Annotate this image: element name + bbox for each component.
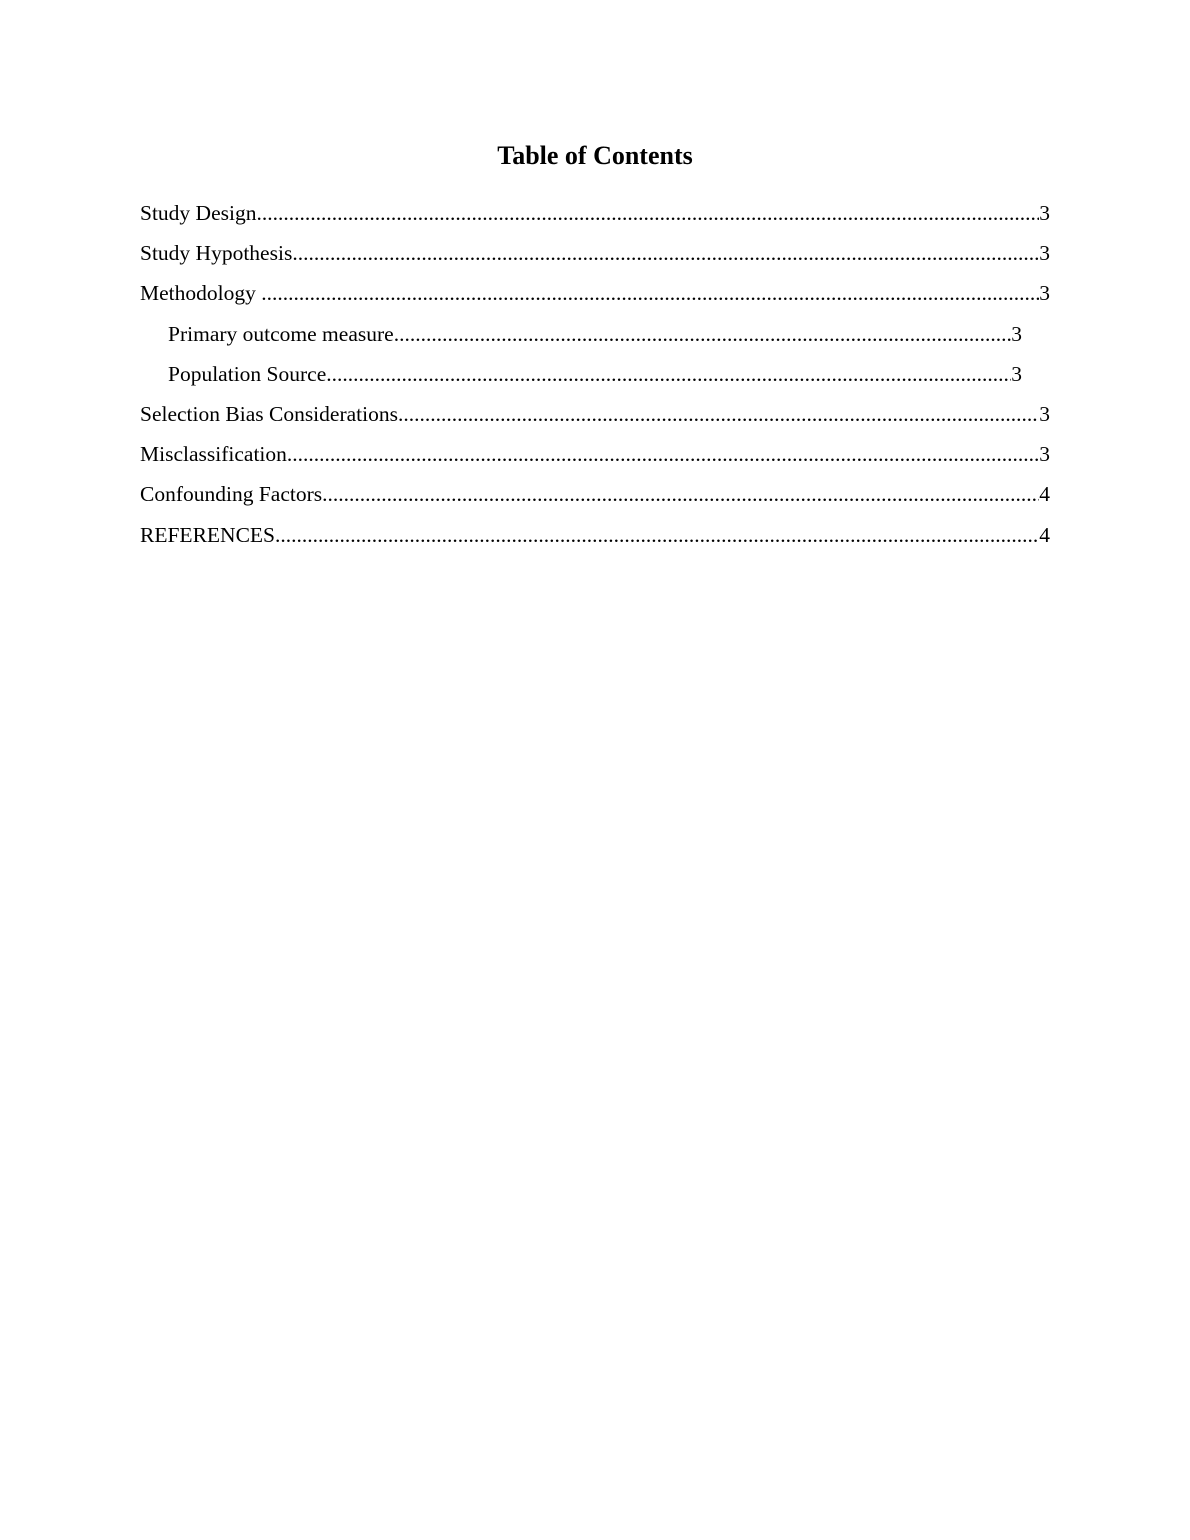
toc-entry-study-design[interactable] <box>140 198 1050 238</box>
toc-dot-leader <box>398 399 1039 429</box>
toc-entry-label: Study Hypothesis <box>140 241 293 266</box>
toc-entry-label: Selection Bias Considerations <box>140 401 398 426</box>
toc-dot-leader <box>292 238 1039 268</box>
toc-entry-label: REFERENCES <box>140 522 275 547</box>
toc-page-number: 3 <box>1039 401 1050 426</box>
toc-entry-label: Primary outcome measure <box>168 321 394 346</box>
toc-entry-label: Misclassification <box>140 442 287 467</box>
toc-entry-population-source[interactable] <box>168 359 1022 399</box>
toc-entry-methodology[interactable] <box>140 278 1050 318</box>
toc-entry-references[interactable] <box>140 520 1050 560</box>
toc-page-number: 4 <box>1039 482 1050 507</box>
toc-page-number: 3 <box>1011 361 1022 386</box>
toc-list <box>140 198 1050 560</box>
toc-page-number: 4 <box>1039 522 1050 547</box>
toc-entry-study-hypothesis[interactable] <box>140 238 1050 278</box>
toc-entry-label: Methodology <box>140 281 262 306</box>
toc-entry-selection-bias-considerations[interactable] <box>140 399 1050 439</box>
toc-dot-leader <box>256 198 1039 228</box>
toc-entry-confounding-factors[interactable] <box>140 479 1050 519</box>
toc-entry-label: Population Source <box>168 361 327 386</box>
toc-page-number: 3 <box>1039 442 1050 467</box>
toc-page-number: 3 <box>1039 241 1050 266</box>
toc-entry-label: Confounding Factors <box>140 482 323 507</box>
toc-page-number: 3 <box>1039 281 1050 306</box>
toc-dot-leader <box>275 520 1039 550</box>
toc-entry-label: Study Design <box>140 201 257 225</box>
toc-entry-misclassification[interactable] <box>140 439 1050 479</box>
toc-dot-leader <box>394 319 1012 349</box>
toc-page-number: 3 <box>1039 201 1050 225</box>
toc-page-number: 3 <box>1011 321 1022 346</box>
toc-dot-leader <box>322 479 1039 509</box>
toc-entry-primary-outcome-measure[interactable] <box>168 319 1022 359</box>
toc-dot-leader <box>287 439 1039 469</box>
toc-dot-leader <box>261 278 1039 308</box>
toc-dot-leader <box>326 359 1011 389</box>
toc-title: Table of Contents <box>497 141 693 170</box>
